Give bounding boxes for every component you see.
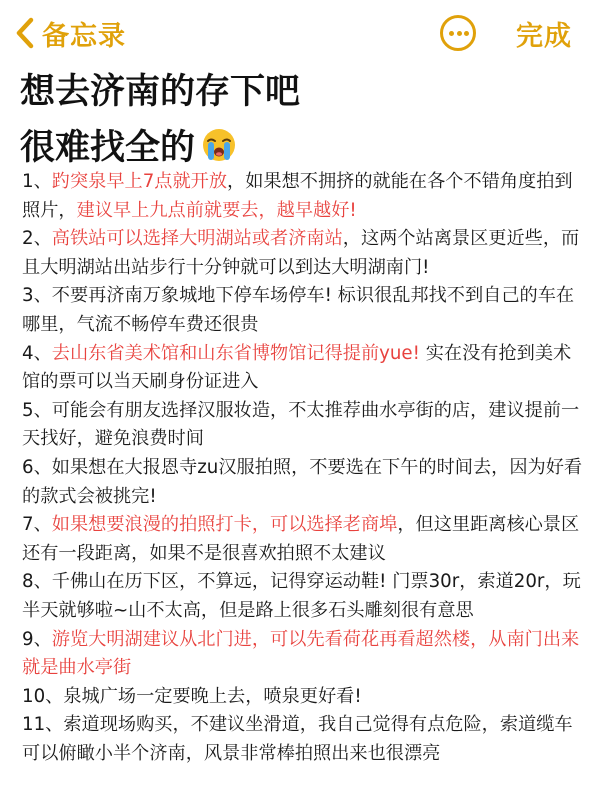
item-text: ，这两个站离景区更近些，而且大明湖站出站步行十分钟就可以到达大明湖南门!: [22, 228, 580, 278]
highlighted-text: 游览大明湖建议从北门进，可以先看荷花再看超然楼，从南门出来就是曲水亭街: [22, 628, 580, 679]
list-item: [22, 568, 588, 625]
item-text: 2、: [22, 228, 52, 250]
list-item: [22, 340, 588, 397]
highlighted-text: 趵突泉早上7点就开放: [51, 171, 228, 192]
item-text: 10、泉城广场一定要晚上去，喷泉更好看!: [22, 685, 362, 707]
list-item: [22, 454, 588, 511]
list-item: [22, 711, 588, 768]
item-text: 9、: [22, 628, 52, 650]
list-item: [22, 397, 588, 454]
highlighted-text: 高铁站可以选择大明湖站或者济南站: [51, 228, 343, 250]
back-button[interactable]: [16, 14, 126, 52]
chevron-left-icon: [16, 17, 34, 49]
item-text: ，但这里距离核心景区还有一段距离，如果不是很喜欢拍照不太建议: [22, 514, 580, 564]
note-title[interactable]: [20, 64, 590, 180]
item-text: 6、如果想在大报恩寺zu汉服拍照，不要选在下午的时间去，因为好看的款式会被挑完!: [22, 456, 583, 507]
list-item: [22, 168, 588, 225]
navigation-bar: [0, 0, 600, 62]
item-text: 1、: [22, 171, 52, 192]
highlighted-text: 去山东省美术馆和山东省博物馆记得提前yue!: [51, 342, 420, 364]
item-text: 实在没有抢到美术馆的票可以当天刷身份证进入: [22, 342, 572, 393]
more-options-button[interactable]: [440, 15, 476, 51]
title-line-2: 很难找全的: [20, 128, 196, 168]
title-line-1: 想去济南的存下吧: [20, 72, 301, 112]
more-dots-icon: [449, 31, 454, 36]
item-text: 4、: [22, 342, 52, 364]
highlighted-text: 如果想要浪漫的拍照打卡，可以选择老商埠: [51, 514, 398, 536]
item-text: 11、索道现场购买，不建议坐滑道，我自己觉得有点危险，索道缆车可以俯瞰小半个济南，风景非常棒拍照出来也很漂亮: [22, 714, 573, 764]
item-text: 5、可能会有朋友选择汉服妆造，不太推荐曲水亭街的店，建议提前一天找好，避免浪费时间: [22, 399, 580, 450]
item-text: 8、千佛山在历下区，不算远，记得穿运动鞋! 门票30r，索道20r，玩半天就够啦~山不太高，但是路上很多石头雕刻很有意思: [22, 571, 581, 621]
list-item: [22, 511, 588, 568]
list-item: [22, 626, 588, 683]
note-body[interactable]: [22, 168, 588, 768]
highlighted-text: 建议早上九点前就要去，越早越好!: [76, 199, 357, 221]
list-item: [22, 683, 588, 712]
item-text: ，如果想不拥挤的就能在各个不错角度拍到照片，: [22, 171, 573, 221]
back-label: 备忘录: [42, 20, 126, 52]
item-text: 7、: [22, 514, 52, 536]
item-text: 3、不要再济南万象城地下停车场停车! 标识很乱邦找不到自己的车在哪里，气流不畅停车费还很贵: [22, 285, 575, 335]
list-item: [22, 282, 588, 339]
list-item: [22, 225, 588, 282]
done-button[interactable]: 完成: [516, 21, 572, 52]
